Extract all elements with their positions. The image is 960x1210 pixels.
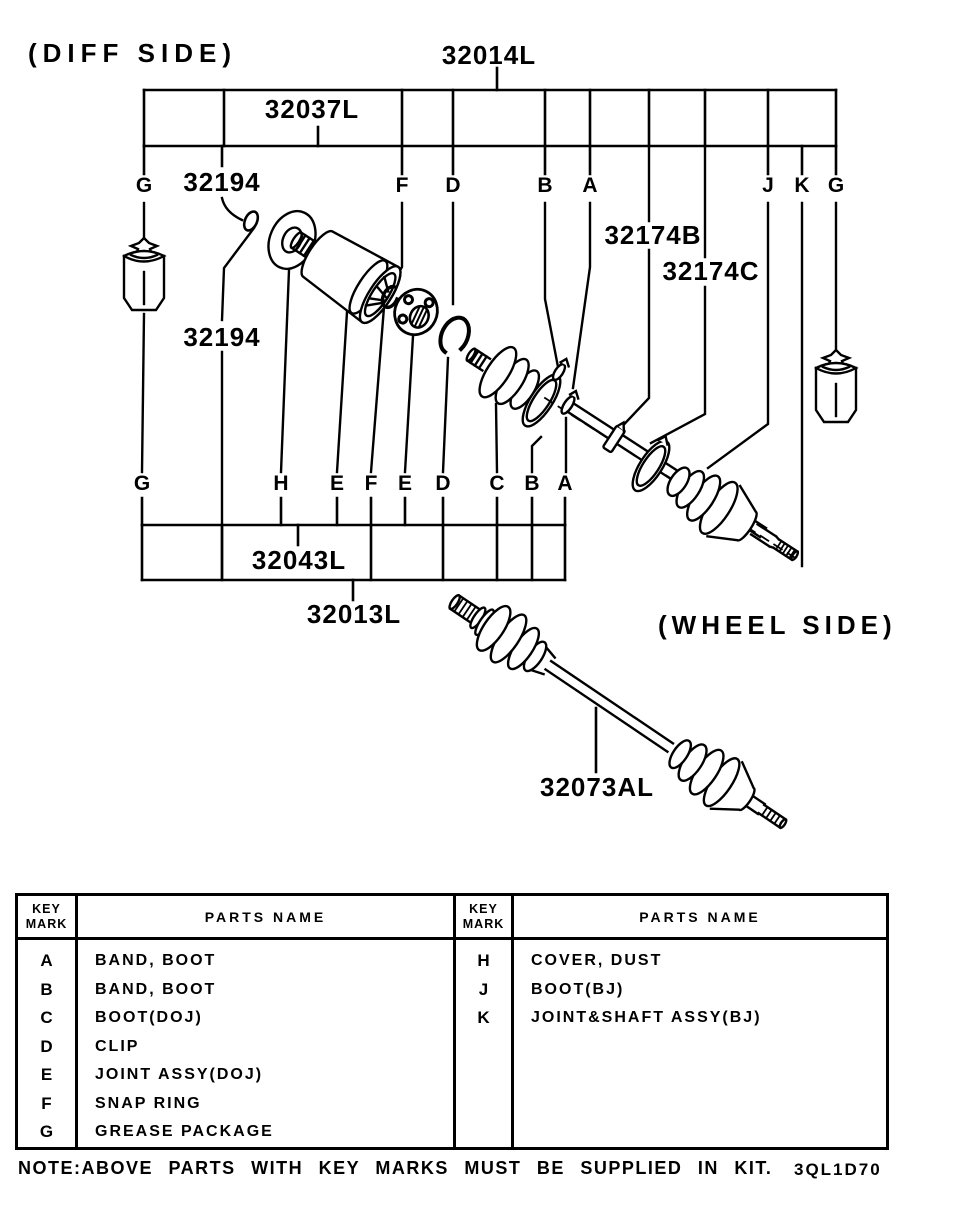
table-left-key-column bbox=[18, 940, 75, 1147]
part-number-32043l: 32043L bbox=[251, 545, 347, 575]
key-mark-top-k: K bbox=[794, 174, 810, 197]
circlip-shape bbox=[440, 318, 469, 352]
table-row: BAND, BOOT bbox=[95, 952, 217, 970]
table-header-parts-name-right: PARTS NAME bbox=[511, 896, 886, 940]
header-key-line1: KEY bbox=[32, 902, 61, 917]
table-row: COVER, DUST bbox=[531, 952, 663, 970]
key-mark-top-g2: G bbox=[827, 174, 845, 197]
key-mark-top-g1: G bbox=[135, 174, 153, 197]
part-number-32194-upper: 32194 bbox=[183, 167, 261, 197]
table-row: BOOT(DOJ) bbox=[95, 1009, 203, 1027]
table-row: BAND, BOOT bbox=[95, 980, 217, 998]
part-number-32174c: 32174C bbox=[662, 256, 760, 286]
part-number-32013l: 32013L bbox=[306, 599, 402, 629]
table-row: C bbox=[40, 1008, 53, 1028]
bottom-bracket-lines bbox=[142, 498, 565, 600]
o-ring-shape bbox=[241, 209, 260, 232]
table-header-key-mark-right: KEY MARK bbox=[453, 896, 511, 940]
part-number-32073al: 32073AL bbox=[540, 772, 654, 802]
table-right-name-column bbox=[511, 940, 886, 1147]
table-row: BOOT(BJ) bbox=[531, 980, 625, 998]
table-header-parts-name-left: PARTS NAME bbox=[75, 896, 453, 940]
key-mark-top-f: F bbox=[395, 174, 409, 197]
table-row: SNAP RING bbox=[95, 1094, 202, 1112]
table-row: J bbox=[478, 979, 489, 999]
key-mark-bot-a: A bbox=[557, 472, 573, 495]
table-row: E bbox=[40, 1065, 53, 1085]
kit-note: NOTE:ABOVE PARTS WITH KEY MARKS MUST BE SUPPLIED IN KIT. bbox=[18, 1158, 773, 1178]
table-row: JOINT ASSY(DOJ) bbox=[95, 1066, 264, 1084]
key-mark-bot-d: D bbox=[435, 472, 451, 495]
table-header-key-mark-left bbox=[18, 896, 75, 940]
wheel-side-label: (WHEEL SIDE) bbox=[658, 610, 897, 640]
table-row: A bbox=[40, 951, 53, 971]
part-number-32014l: 32014L bbox=[441, 40, 537, 70]
key-mark-top-j: J bbox=[762, 174, 774, 197]
table-right-key-column bbox=[453, 940, 511, 1147]
threaded-stub-shape bbox=[751, 524, 799, 561]
part-number-32037l: 32037L bbox=[264, 94, 360, 124]
table-row: CLIP bbox=[95, 1037, 140, 1055]
doj-boot-shape bbox=[453, 328, 567, 431]
table-row: D bbox=[40, 1036, 53, 1056]
table-row: JOINT&SHAFT ASSY(BJ) bbox=[531, 1009, 762, 1027]
key-mark-bot-e1: E bbox=[329, 472, 345, 495]
diff-side-label: (DIFF SIDE) bbox=[28, 38, 237, 68]
key-mark-top-b: B bbox=[537, 174, 553, 197]
grease-package-icon-left bbox=[124, 238, 164, 310]
header-key-line2: MARK bbox=[25, 916, 68, 931]
key-mark-bot-h: H bbox=[273, 472, 289, 495]
part-number-32174b: 32174B bbox=[604, 220, 702, 250]
table-row: K bbox=[477, 1008, 490, 1028]
table-row: B bbox=[40, 979, 53, 999]
key-mark-bot-b: B bbox=[524, 472, 540, 495]
table-left-name-column bbox=[75, 940, 453, 1147]
table-row: F bbox=[41, 1093, 52, 1113]
key-mark-bot-f: F bbox=[364, 472, 378, 495]
part-number-32194-lower: 32194 bbox=[183, 322, 261, 352]
table-row: H bbox=[477, 951, 490, 971]
table-row: G bbox=[39, 1122, 54, 1142]
parts-table bbox=[15, 893, 889, 1150]
key-mark-top-d: D bbox=[445, 174, 461, 197]
key-mark-bot-c: C bbox=[489, 472, 505, 495]
top-bracket-lines bbox=[144, 68, 836, 174]
drawing-code: 3QL1D70 bbox=[794, 1160, 882, 1179]
grease-package-icon-right bbox=[816, 350, 856, 422]
table-row: GREASE PACKAGE bbox=[95, 1123, 274, 1141]
key-mark-bot-g: G bbox=[133, 472, 151, 495]
key-mark-top-a: A bbox=[582, 174, 598, 197]
key-mark-bot-e2: E bbox=[397, 472, 413, 495]
